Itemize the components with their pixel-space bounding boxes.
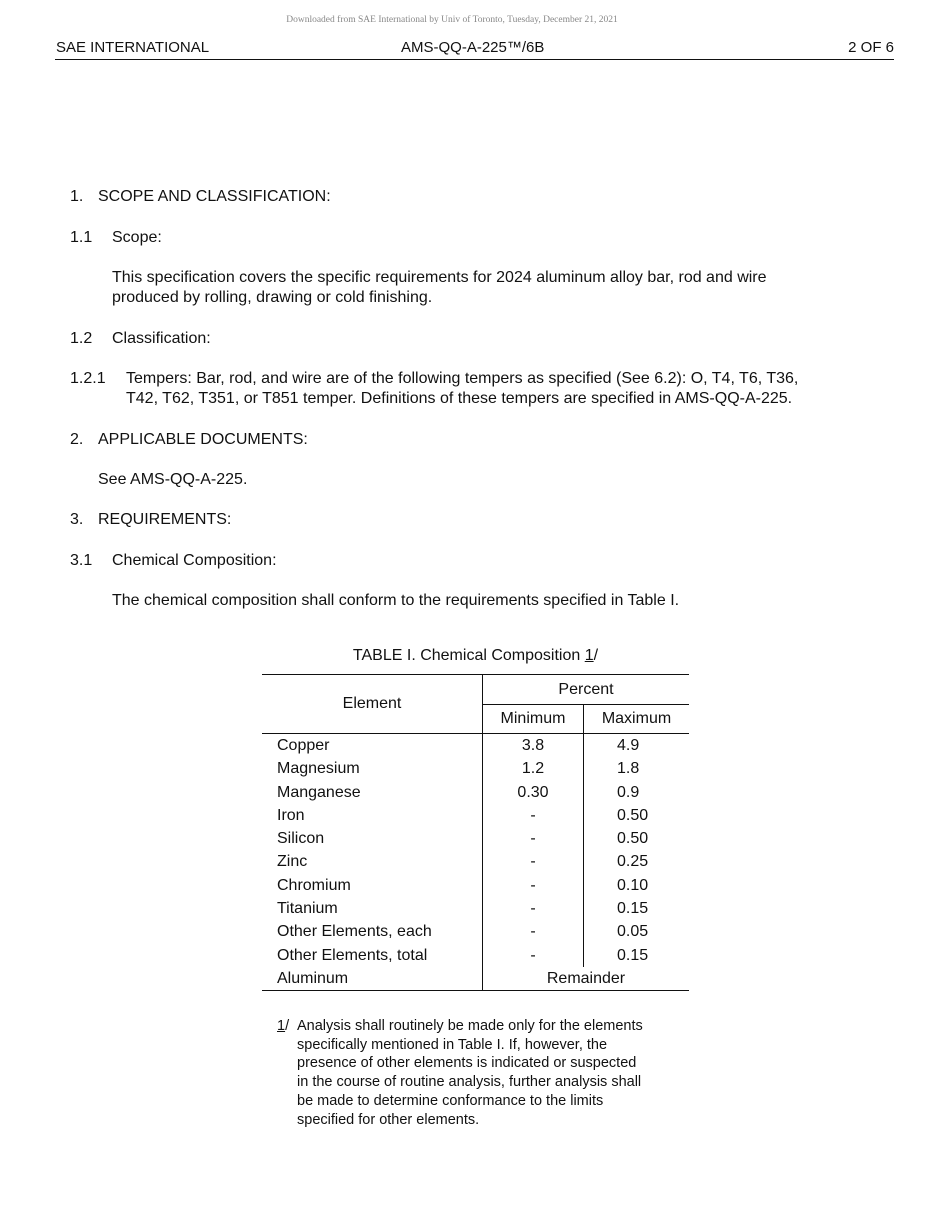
section-2-body: See AMS-QQ-A-225. [98, 471, 248, 488]
cell-maximum: 0.05 [617, 923, 649, 941]
section-1-number: 1. [70, 188, 84, 205]
table-row [262, 734, 689, 758]
header-element: Element [262, 675, 483, 734]
table-row [262, 804, 689, 827]
cell-maximum: 0.25 [617, 853, 649, 871]
table-grid [262, 674, 689, 991]
section-1-2-title: Classification: [112, 330, 211, 347]
cell-minimum: - [483, 874, 584, 897]
header-publisher: SAE INTERNATIONAL [56, 39, 210, 56]
table-row [262, 850, 689, 873]
cell-maximum: 0.9 [617, 783, 640, 801]
section-1-1-title: Scope: [112, 229, 162, 246]
cell-element: Copper [262, 734, 483, 758]
table-title-text: TABLE I. Chemical Composition [352, 647, 585, 664]
section-1-title: SCOPE AND CLASSIFICATION: [98, 188, 331, 205]
cell-minimum: 0.30 [483, 781, 584, 804]
download-watermark: Downloaded from SAE International by Univ of Toronto, Tuesday, December 21, 2021 [286, 15, 618, 25]
section-3-title: REQUIREMENTS: [98, 511, 232, 528]
section-3-1-body: The chemical composition shall conform to the requirements specified in Table I. [112, 592, 680, 609]
cell-minimum: 1.2 [483, 757, 584, 780]
header-maximum: Maximum [584, 705, 690, 734]
footnote-line: be made to determine conformance to the limits [297, 1092, 604, 1109]
footnote-line: specifically mentioned in Table I. If, however, the [297, 1036, 608, 1053]
chemical-composition-table [262, 646, 689, 991]
table-row [262, 897, 689, 920]
table-footnote-slash: / [593, 647, 599, 664]
cell-minimum: - [483, 850, 584, 873]
cell-element: Other Elements, total [262, 944, 483, 967]
footnote-text [297, 1017, 677, 1129]
cell-remainder: Remainder [483, 967, 690, 991]
cell-minimum: - [483, 944, 584, 967]
cell-element: Aluminum [262, 967, 483, 991]
section-1-2-1-number: 1.2.1 [70, 370, 106, 387]
table-footnote-ref: 1 [584, 647, 594, 664]
cell-maximum: 0.50 [617, 806, 649, 824]
table-row [262, 944, 689, 967]
cell-maximum: 1.8 [617, 760, 640, 778]
header-percent: Percent [483, 675, 690, 705]
cell-element: Zinc [262, 850, 483, 873]
footnote-line: specified for other elements. [297, 1111, 480, 1128]
table-row [262, 827, 689, 850]
cell-maximum: 0.10 [617, 876, 649, 894]
cell-element: Iron [262, 804, 483, 827]
section-1-1-number: 1.1 [70, 229, 93, 246]
footnote-ref-number: 1 [277, 1018, 286, 1034]
cell-minimum: - [483, 827, 584, 850]
section-1-1-body-line-1: This specification covers the specific requirements for 2024 aluminum alloy bar, rod and wire [112, 269, 767, 286]
table-title [262, 646, 689, 674]
section-1-2-number: 1.2 [70, 330, 93, 347]
header-document-number: AMS-QQ-A-225™/6B [401, 39, 545, 56]
header-minimum: Minimum [483, 705, 584, 734]
footnote-marker [277, 1017, 289, 1036]
cell-minimum: 3.8 [483, 734, 584, 758]
cell-element: Titanium [262, 897, 483, 920]
cell-element: Chromium [262, 874, 483, 897]
cell-minimum: - [483, 897, 584, 920]
cell-element: Silicon [262, 827, 483, 850]
table-row-aluminum [262, 967, 689, 991]
footnote-line: presence of other elements is indicated or suspected [297, 1055, 637, 1072]
section-2-title: APPLICABLE DOCUMENTS: [98, 431, 308, 448]
section-1-2-1-line-1: Tempers: Bar, rod, and wire are of the following tempers as specified (See 6.2): O, T4, T6, T36, [126, 370, 799, 387]
section-1-1-body-line-2: produced by rolling, drawing or cold finishing. [112, 289, 433, 306]
cell-minimum: - [483, 804, 584, 827]
header-page-number: 2 OF 6 [848, 39, 894, 56]
header-rule [55, 59, 894, 60]
section-3-1-number: 3.1 [70, 552, 93, 569]
table-row [262, 874, 689, 897]
table-row [262, 920, 689, 943]
section-3-number: 3. [70, 511, 84, 528]
cell-element: Other Elements, each [262, 920, 483, 943]
footnote-line: in the course of routine analysis, further analysis shall [297, 1074, 642, 1091]
cell-maximum: 0.15 [617, 946, 649, 964]
footnote-ref-slash: / [285, 1018, 290, 1034]
cell-element: Magnesium [262, 757, 483, 780]
cell-maximum: 0.50 [617, 830, 649, 848]
section-3-1-title: Chemical Composition: [112, 552, 277, 569]
cell-minimum: - [483, 920, 584, 943]
section-2-number: 2. [70, 431, 84, 448]
table-row [262, 757, 689, 780]
cell-maximum: 4.9 [617, 737, 640, 754]
footnote-line: Analysis shall routinely be made only for the elements [297, 1018, 643, 1034]
cell-maximum: 0.15 [617, 900, 649, 918]
cell-element: Manganese [262, 781, 483, 804]
table-row [262, 781, 689, 804]
section-1-2-1-line-2: T42, T62, T351, or T851 temper. Definitions of these tempers are specified in AMS-QQ-A-225. [126, 390, 793, 407]
